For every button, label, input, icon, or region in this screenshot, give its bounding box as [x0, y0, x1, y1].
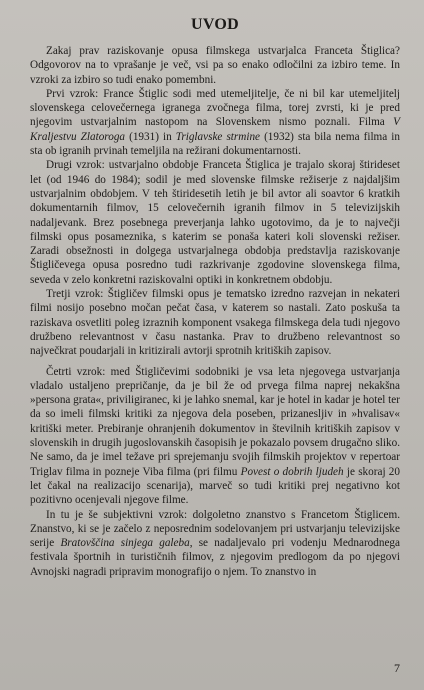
- italic-title: Bratovščina sinjega galeba: [60, 537, 190, 550]
- text-run: (1932) sta bila nema filma in sta ob igranih prvinah temeljila na režirani dokumentarnosti.: [30, 130, 400, 158]
- body-text: [30, 44, 400, 579]
- chapter-heading: UVOD: [191, 16, 239, 33]
- page-number: 7: [394, 661, 400, 675]
- text-run: In tu je še subjektivni vzrok: dolgoletno znanstvo s Francetom Štiglicem. Znanstvo, ki se je začelo z neposrednim sodelovanjem pri ustvarjanju televizijske serije: [30, 508, 400, 550]
- italic-title: Povest o dobrih ljudeh: [240, 465, 344, 478]
- paragraph: [30, 365, 400, 508]
- paragraph: [30, 44, 400, 87]
- text-run: Tretji vzrok: Štigličev filmski opus je tematsko izredno razvejan in nekateri filmi nosijo posebno močan pečat časa, v katerem so nastali. Zato poskuša ta raziskava osvetliti poleg izraznih komponent vsakega filmskega dela tudi njegovo družbeno relevantnost v času nastanka. Prav to družbeno relevantnost so največkrat poudarjali in kritizirali avtorji sprotnih kritiških zapisov.: [30, 288, 400, 358]
- text-run: Četrti vzrok: med Štigličevimi sodobniki je vsa leta njegovega ustvarjanja vladalo ustaljeno prepričanje, da je bil že od prvega filma naprej nekakšna »persona grata«, priviligiranec, ki je lahko snemal, kar je hotel in kadar je hotel ter da so imeli filmski kritiki za njegova dela poseben, prizanesljiv in »hvalisav« kritiški meter. Prebiranje ohranjenih dokumentov in številnih kritiških zapisov v slovenskih in drugih jugoslovanskih časopisih je pokazalo povsem drugačno sliko. Ne samo, da je imel težave pri sprejemanju svojih filmskih projektov v repertoar Triglav filma in pozneje Viba filma (pri filmu: [30, 365, 400, 478]
- paragraph: [30, 87, 400, 158]
- paragraph: [30, 287, 400, 358]
- text-run: (1931) in: [125, 130, 176, 143]
- italic-title: Triglavske strmine: [175, 130, 261, 143]
- paragraph: [30, 158, 400, 287]
- text-run: Prvi vzrok: France Štiglic sodi med utemeljitelje, če ni bil kar utemeljitelj slovenskega celovečernega igranega zvočnega filma, torej zvrsti, ki je pred njegovim ustvarjalnim nastopom na Slovenskem nismo poznali. Filma: [30, 87, 400, 129]
- italic-title: V Kraljestvu Zlatoroga: [30, 116, 400, 143]
- text-run: Zakaj prav raziskovanje opusa filmskega ustvarjalca Franceta Štiglica? Odgovorov na to vprašanje je več, vsi pa so enako odločilni za izbiro teme. In vzroki za izbiro so tudi enako pomembni.: [30, 45, 400, 86]
- paragraph: [30, 508, 400, 579]
- text-run: je skoraj 20 let čakal na realizacijo scenarija), marveč so tudi kritiki prej negativno kot pozitivno ocenjevali njegove filme.: [30, 465, 400, 507]
- text-run: , se nadaljevalo pri vodenju Mednarodnega festivala športnih in turističnih filmov, z njegovim predlogom da po njegovi Avnojski nagradi pripravim monografijo o njem. To znanstvo in: [30, 537, 400, 578]
- text-run: Drugi vzrok: ustvarjalno obdobje Franceta Štiglica je trajalo skoraj štirideset let (od 1946 do 1984); sodil je med slovenske filmske režiserje z najdaljšim ustvarjalnim obdobjem. V teh štiridesetih letih je bil avtor ali soavtor 6 kratkih dokumentarnih filmov, 15 celovečernih igranih filmov in 5 televizijskih nadaljevank. Brez posebnega preverjanja lahko ugotovimo, da je to največji filmski opus posameznika, s katerim se ponaša kateri koli slovenski režiser. Zaradi obsežnosti in dolgega ustvarjalnega obdobja predstavlja raziskovanje Štigličevega opusa posredno tudi razkrivanje zgodovine slovenskega filma, seveda v zelo konkretni raziskovalni optiki in konkretnem obdobju.: [30, 159, 400, 286]
